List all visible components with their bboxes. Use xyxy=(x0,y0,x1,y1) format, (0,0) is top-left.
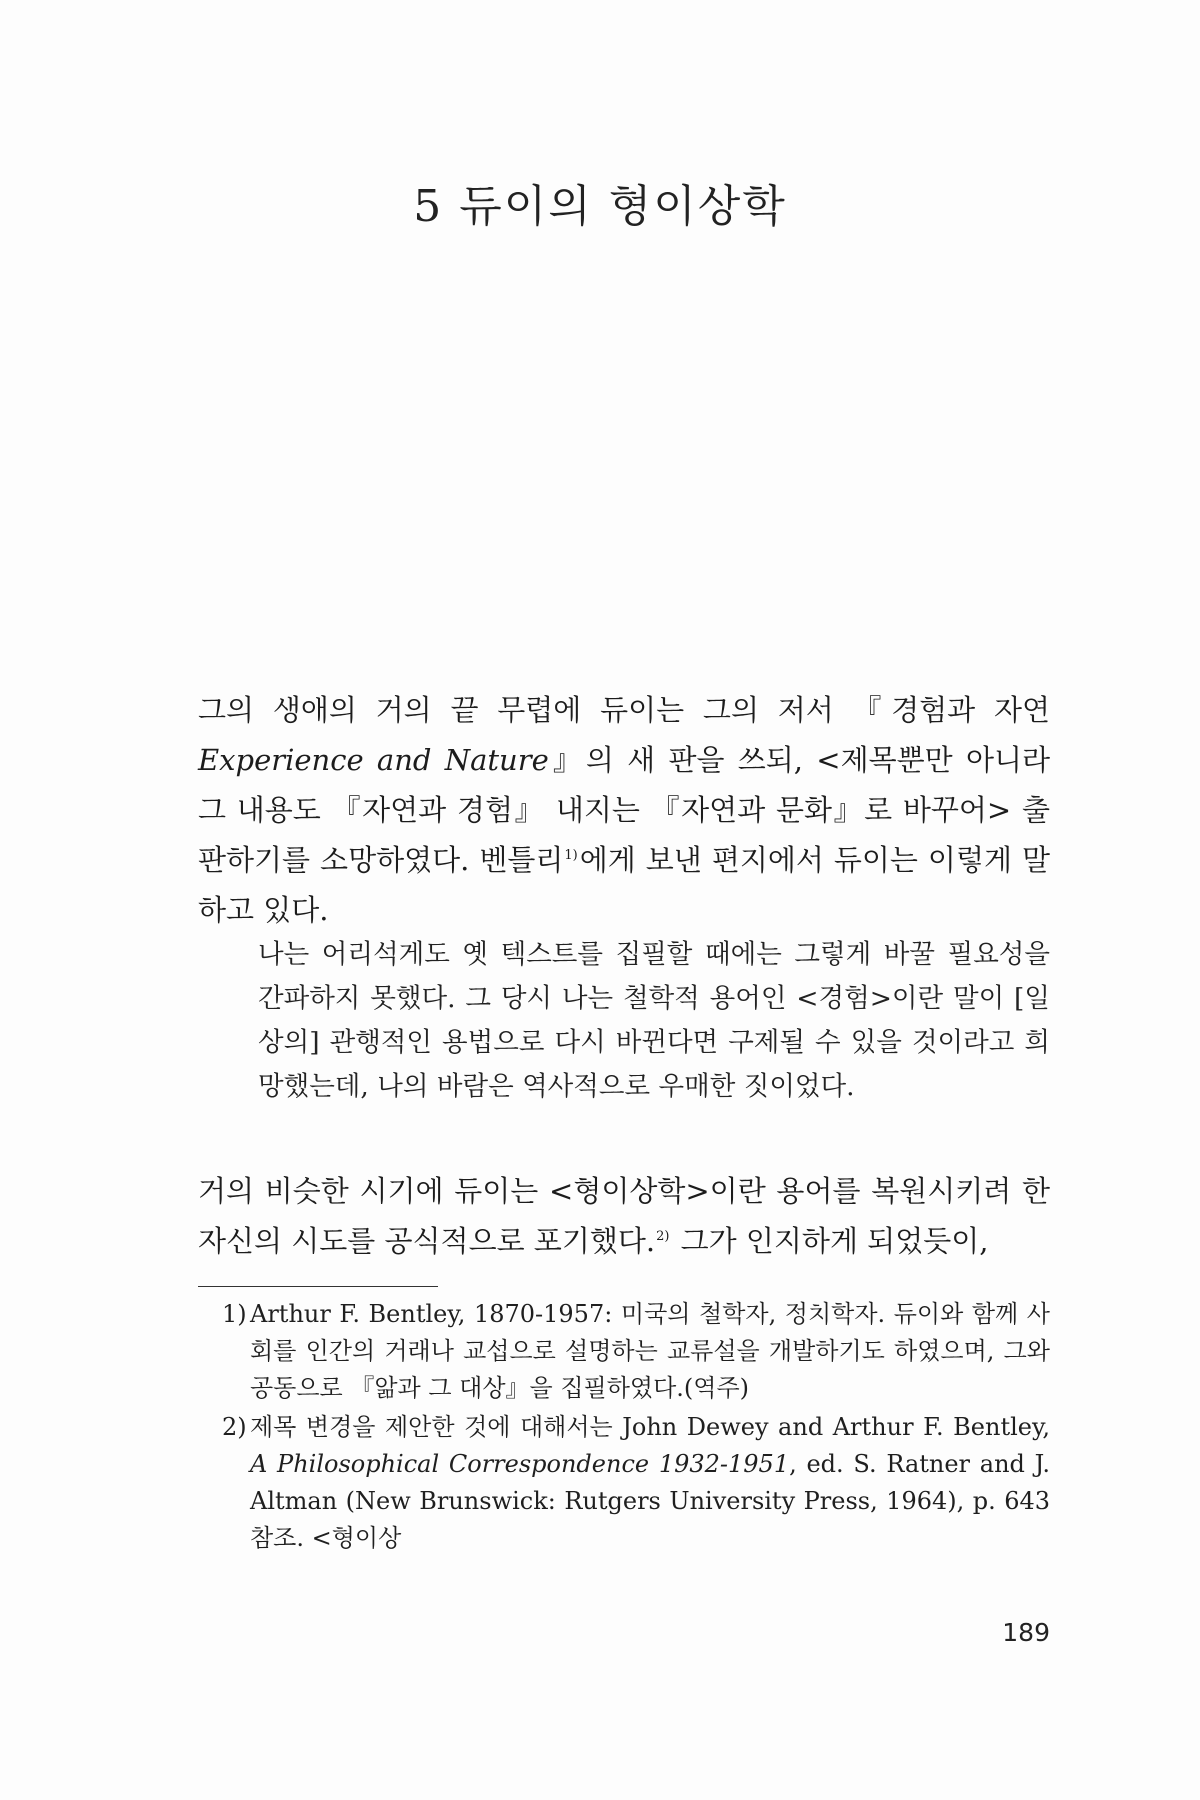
paragraph-text: 그의 생애의 거의 끝 무렵에 듀이는 그의 저서 『경험과 자연 xyxy=(198,693,1050,727)
paragraph-text: 에게 보낸 편지에서 듀이는 이렇게 말하고 있다. xyxy=(198,843,1050,927)
footnote-text: , ed. S. Ratner and J. Altman (New Brunswick: Rutgers University Press, 1964), p. 643 참조. <형이상 xyxy=(250,1450,1050,1552)
chapter-title: 5 듀이의 형이상학 xyxy=(413,181,787,232)
footnote-number: 2) xyxy=(222,1413,247,1441)
footnote-reference[interactable]: 1) xyxy=(564,848,578,864)
footnote-divider xyxy=(198,1286,438,1287)
book-title-english: Experience and Nature xyxy=(198,743,549,777)
footnote-item xyxy=(198,1409,1050,1557)
quote-text: 나는 어리석게도 옛 텍스트를 집필할 때에는 그렇게 바꿀 필요성을 간파하지 못했다. 그 당시 나는 철학적 용어인 <경험>이란 말이 [일상의] 관행적인 용법으로 다시 바뀐다면 구제될 수 있을 것이라고 희망했는데, 나의 바람은 역사적으로 우매한 짓이었다. xyxy=(258,939,1050,1102)
paragraph-text: 』의 새 판을 쓰되, <제목뿐만 아니라 그 내용도 『자연과 경험』 내지는 『자연과 문화』로 바꾸어> 출판하기를 소망하였다. 벤틀리 xyxy=(198,743,1050,877)
cited-book-title: A Philosophical Correspondence 1932-1951 xyxy=(250,1450,790,1478)
paragraph-text: 거의 비슷한 시기에 듀이는 <형이상학>이란 용어를 복원시키려 한 자신의 시도를 공식적으로 포기했다. xyxy=(198,1174,1050,1258)
footnote-number: 1) xyxy=(222,1300,247,1328)
footnote-text: Arthur F. Bentley, 1870-1957: 미국의 철학자, 정치학자. 듀이와 함께 사회를 인간의 거래나 교섭으로 설명하는 교류설을 개발하기도 하였으며, 그와 공동으로 『앎과 그 대상』을 집필하였다.(역주) xyxy=(250,1300,1050,1402)
block-quote xyxy=(228,933,1050,1109)
footnote-item xyxy=(198,1296,1050,1407)
footnote-text: 제목 변경을 제안한 것에 대해서는 John Dewey and Arthur F. Bentley, xyxy=(250,1413,1050,1441)
body-paragraph-2 xyxy=(198,1166,1050,1266)
footnotes xyxy=(198,1296,1050,1557)
page-number: 189 xyxy=(1002,1618,1050,1647)
paragraph-text: 그가 인지하게 되었듯이, xyxy=(671,1224,989,1258)
footnote-reference[interactable]: 2) xyxy=(656,1229,670,1245)
body-paragraph-1 xyxy=(198,685,1050,935)
